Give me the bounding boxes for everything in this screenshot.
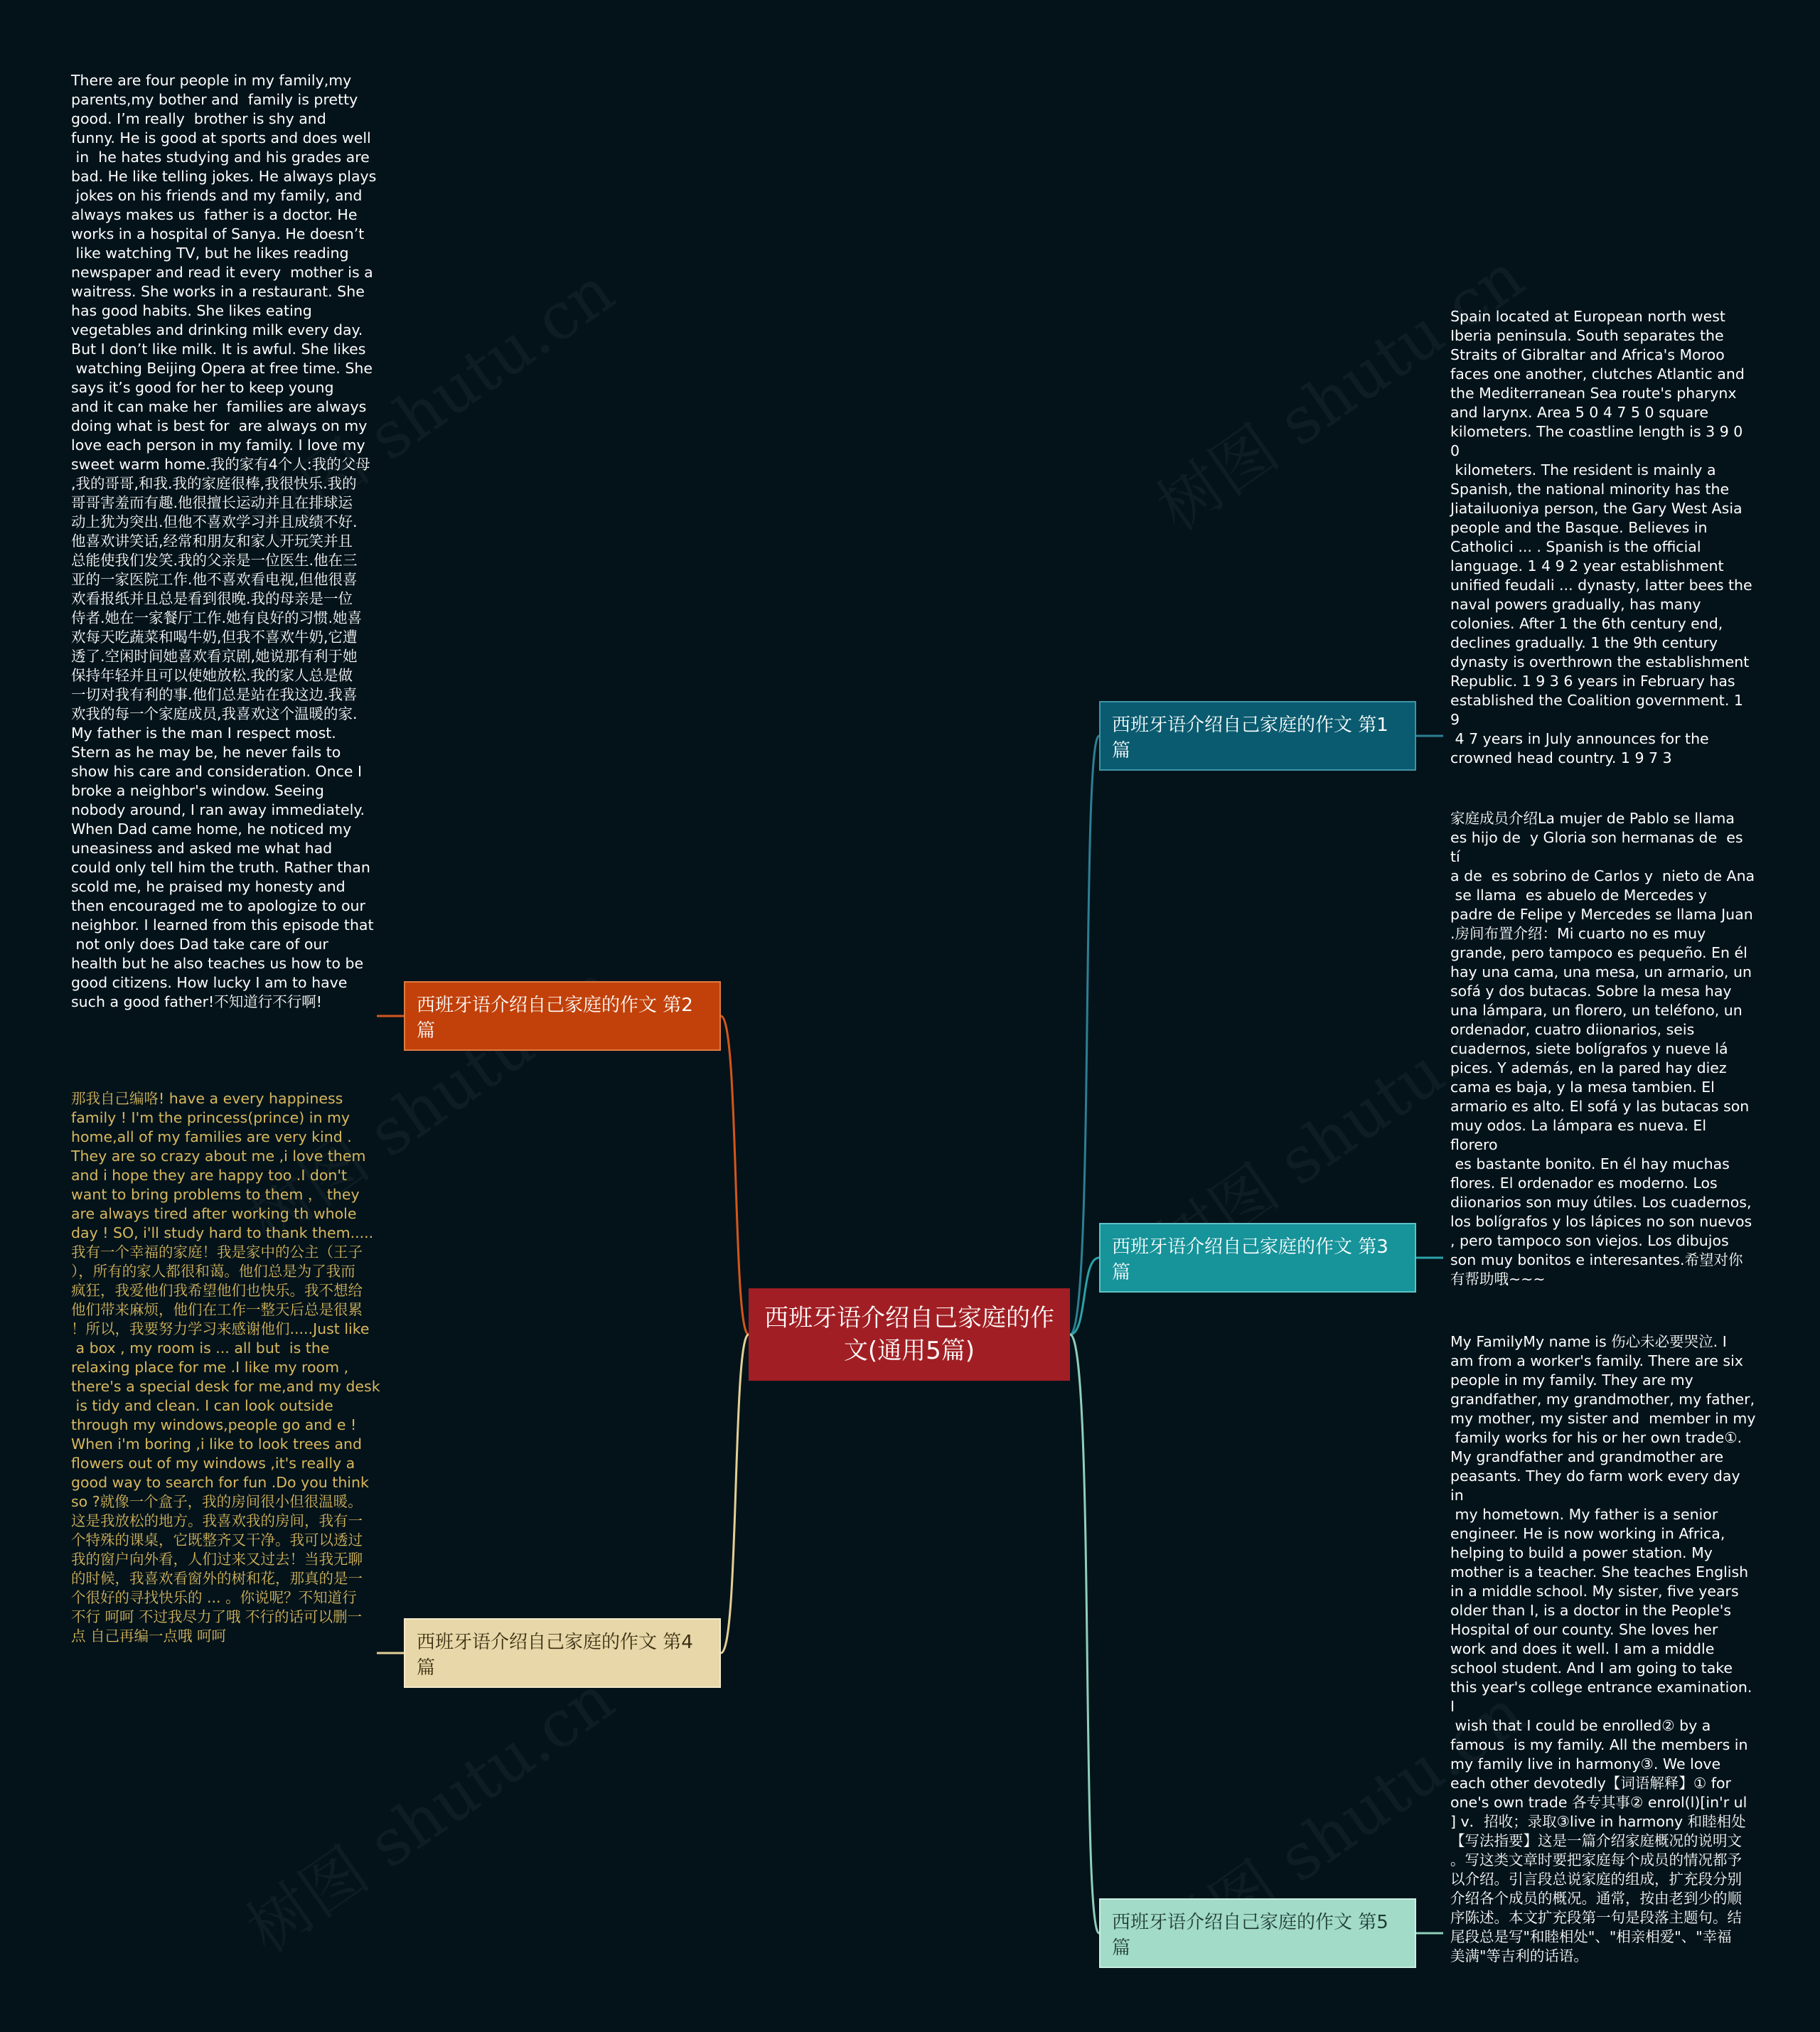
center-topic-label: 西班牙语介绍自己家庭的作文(通用5篇) xyxy=(764,1304,1054,1365)
branch-label: 西班牙语介绍自己家庭的作文 第4篇 xyxy=(417,1632,693,1679)
link-branch-3 xyxy=(1070,1258,1099,1335)
branch-node-3[interactable] xyxy=(1099,1223,1416,1293)
leaf-text-4: 那我自己编咯! have a every happiness family ! I'm the princess(prince) in my home,all of my families are very kind . They are so crazy about me ,i love them and i hope they are happy too .I don't want to bring problems to them ， they are always tired after working th whole day ! SO, i'll study hard to thank them..... 我有一个幸福的家庭！我是家中的公主（王子 ），所有的家人都很和蔼。他们总是为了我而 疯狂，我爱他们我希望他们也快乐。我不想给 他们带来麻烦，他们在工作一整天后总是很累 ！所以，我要努力学习来感谢他们.....Just like a box , my room is ... all but is the relaxing place for me .I like my room , there's a special desk for me,and my desk is tidy and clean. I can look outside through my windows,people go and e ! When i'm boring ,i like to look trees and flowers out of my windows ,it's really a good way to search for fun .Do you think so ?就像一个盒子，我的房间很小但很温暖。 这是我放松的地方。我喜欢我的房间，我有一 个特殊的课桌，它既整齐又干净。我可以透过 我的窗户向外看，人们过来又过去！当我无聊 的时候，我喜欢看窗外的树和花，那真的是一 个很好的寻找快乐的 ... 。你说呢？不知道行 不行 呵呵 不过我尽力了哦 不行的话可以删一 点 自己再编一点哦 呵呵 xyxy=(71,1090,380,1645)
branch-label: 西班牙语介绍自己家庭的作文 第3篇 xyxy=(1112,1236,1388,1283)
branch-label: 西班牙语介绍自己家庭的作文 第5篇 xyxy=(1112,1912,1388,1959)
link-branch-2 xyxy=(721,1016,749,1335)
leaf-text-1: Spain located at European north west Iberia peninsula. South separates the Straits of Gibraltar and Africa's Moroo faces one another, clutches Atlantic and the Mediterranean Sea route's pharynx and larynx. Area 5 0 4 7 5 0 square kilometers. The coastline length is 3 9 0 0 kilometers. The resident is mainly a Spanish, the national minority has the Jiatailuoniya person, the Gary West Asia people and the Basque. Believes in Catholici ... . Spanish is the official language. 1 4 9 2 year establishment unified feudali ... dynasty, latter bees the naval powers gradually, has many colonies. After 1 the 6th century end, declines gradually. 1 the 9th century dynasty is overthrown the establishment Republic. 1 9 3 6 years in February has established the Coalition government. 1 9 4 7 years in July announces for the crowned head country. 1 9 7 3 xyxy=(1450,308,1752,766)
branch-label: 西班牙语介绍自己家庭的作文 第1篇 xyxy=(1112,715,1388,761)
leaf-text-2: There are four people in my family,my parents,my bother and family is pretty good. I’m really brother is shy and funny. He is good at sports and does well in he hates studying and his grades are bad. He like telling jokes. He always plays jokes on his friends and my family, and always makes us father is a doctor. He works in a hospital of Sanya. He doesn’t like watching TV, but he likes reading newspaper and read it every mother is a waitress. She works in a restaurant. She has good habits. She likes eating vegetables and drinking milk every day. But I don’t like milk. It is awful. She likes watching Beijing Opera at free time. She says it’s good for her to keep young and it can make her families are always doing what is best for are always on my love each person in my family. I love my sweet warm home.我的家有4个人:我的父母 ,我的哥哥,和我.我的家庭很棒,我很快乐.我的 哥哥害羞而有趣.他很擅长运动并且在排球运 动上犹为突出.但他不喜欢学习并且成绩不好. 他喜欢讲笑话,经常和朋友和家人开玩笑并且 总能使我们发笑.我的父亲是一位医生.他在三 亚的一家医院工作.他不喜欢看电视,但他很喜 欢看报纸并且总是看到很晚.我的母亲是一位 侍者.她在一家餐厅工作.她有良好的习惯.她喜 欢每天吃蔬菜和喝牛奶,但我不喜欢牛奶,它遭 透了.空闲时间她喜欢看京剧,她说那有利于她 保持年轻并且可以使她放松.我的家人总是做 一切对我有利的事.他们总是站在我这边.我喜 欢我的每一个家庭成员,我喜欢这个温暖的家. My father is the man I respect most. Stern as he may be, he never fails to show his care and consideration. Once I broke a neighbor's window. Seeing nobody around, I ran away immediately. When Dad came home, he noticed my uneasiness and asked me what had could only tell him the truth. Rather than scold me, he praised my honesty and then encouraged me to apologize to our neighbor. I learned from this episode that not only does Dad take care of our health but he also teaches us how to be good citizens. How lucky I am to have such a good father!不知道行不行啊! xyxy=(71,72,377,1010)
link-branch-1 xyxy=(1070,736,1099,1335)
leaf-text-5: My FamilyMy name is 伤心未必要哭泣. I am from a worker's family. There are six people in my family. They are my grandfather, my grandmother, my father, my mother, my sister and member in my family works for his or her own trade①. My grandfather and grandmother are peasants. They do farm work every day in my hometown. My father is a senior engineer. He is now working in Africa, helping to build a power station. My mother is a teacher. She teaches English in a middle school. My sister, five years older than I, is a doctor in the People's Hospital of our county. She loves her work and does it well. I am a middle school student. And I am going to take this year's college entrance examination. I wish that I could be enrolled② by a famous is my family. All the members in my family live in harmony③. We love each other devotedly【词语解释】① for one's own trade 各专其事② enrol(l)[in'r ul ] v．招收；录取③live in harmony 和睦相处 【写法指要】这是一篇介绍家庭概况的说明文 。写这类文章时要把家庭每个成员的情况都予 以介绍。引言段总说家庭的组成，扩充段分别 介绍各个成员的概况。通常，按由老到少的顺 序陈述。本文扩充段第一句是段落主题句。结 尾段总是写"和睦相处"、"相亲相爱"、"幸福 美满"等吉利的话语。 xyxy=(1450,1333,1756,1964)
branch-node-2[interactable] xyxy=(404,981,721,1051)
branch-node-4[interactable] xyxy=(404,1618,721,1688)
branch-node-5[interactable] xyxy=(1099,1898,1416,1968)
center-topic[interactable] xyxy=(749,1288,1070,1381)
link-branch-5 xyxy=(1070,1335,1099,1933)
leaf-text-3: 家庭成员介绍La mujer de Pablo se llama es hijo de y Gloria son hermanas de es tí a de es sobrino de Carlos y nieto de Ana se llama es abuelo de Mercedes y padre de Felipe y Mercedes se llama Juan .房间布置介绍：Mi cuarto no es muy grande, pero tampoco es pequeño. En él hay una cama, una mesa, un armario, un sofá y dos butacas. Sobre la mesa hay una lámpara, un florero, un teléfono, un ordenador, cuatro diionarios, seis cuadernos, siete bolígrafos y nueve lá pices. Y además, en la pared hay diez cama es baja, y la mesa tambien. El armario es alto. El sofá y las butacas son muy odos. La lámpara es nueva. El florero es bastante bonito. En él hay muchas flores. El ordenador es moderno. Los diionarios son muy útiles. Los cuadernos, los bolígrafos y los lápices no son nuevos , pero tampoco son viejos. Los dibujos son muy bonitos e interesantes.希望对你 有帮助哦~~~ xyxy=(1450,810,1755,1288)
link-branch-4 xyxy=(721,1335,749,1653)
branch-node-1[interactable] xyxy=(1099,701,1416,771)
branch-label: 西班牙语介绍自己家庭的作文 第2篇 xyxy=(417,995,693,1042)
